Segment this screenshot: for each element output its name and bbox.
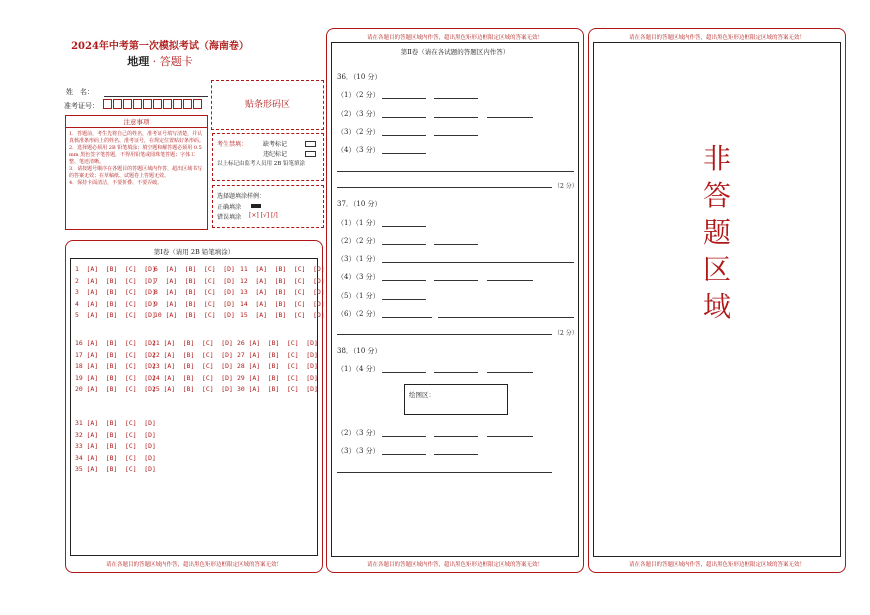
part2-title: 第Ⅱ卷（请在各试题的答题区内作答） [400, 48, 510, 56]
barcode-label: 贴条形码区 [244, 100, 290, 110]
q37-4-c[interactable] [487, 273, 533, 281]
id-label: 准考证号： [64, 102, 99, 110]
correct-sample [251, 204, 261, 208]
warning-mid-top: 请在各题目的答题区域内作答，超出黑色矩形边框限定区域的答案无效！ [366, 35, 543, 41]
correct-label: 正确填涂 [217, 204, 242, 211]
q37-1-a[interactable] [382, 219, 426, 227]
absent-mark[interactable] [305, 141, 316, 147]
card-name: 答题卡 [159, 55, 193, 68]
note-2: 2．选择题必须用 2B 铅笔填涂；填空题和解答题必须用 0.5 mm 黑色签字笔答题，不得用铅笔或圆珠笔答题；字体工整、笔迹清晰。 [69, 145, 202, 165]
q38-2-b[interactable] [434, 429, 478, 437]
q37-2-a[interactable] [382, 237, 426, 245]
q38-1: （1）（4 分） [337, 365, 380, 373]
name-label: 姓 名： [66, 88, 94, 96]
q37-2-b[interactable] [434, 237, 478, 245]
nonanswer-char-3: 题 [702, 216, 731, 249]
violation-label: 违纪标记 [263, 151, 288, 158]
q37-6-a[interactable] [382, 310, 432, 318]
q36-2-b[interactable] [434, 110, 478, 118]
q36-4: （4）（3 分） [337, 146, 380, 154]
drawing-area[interactable] [404, 384, 508, 415]
drawing-label: 绘图区： [409, 391, 435, 399]
q37-tail: （2 分） [554, 330, 578, 337]
part1-title: 第Ⅰ卷（请用 2B 铅笔填涂） [153, 248, 235, 256]
q36-3-a[interactable] [382, 128, 426, 136]
warning-left: 请在各题目的答题区域内作答，超出黑色矩形边框限定区域的答案无效！ [105, 562, 282, 568]
exam-title: 2024年中考第一次模拟考试（海南卷） [71, 41, 249, 52]
nonanswer-char-4: 区 [702, 253, 731, 286]
q37-3-a[interactable] [382, 255, 574, 263]
warning-right-top: 请在各题目的答题区域内作答，超出黑色矩形边框限定区域的答案无效！ [628, 35, 805, 41]
q37-3: （3）（1 分） [337, 255, 380, 263]
q36-1-a[interactable] [382, 91, 426, 99]
q38-1-b[interactable] [434, 365, 478, 373]
subject-dot: · [152, 55, 157, 68]
q38-line[interactable] [337, 465, 552, 473]
wrong-samples: [×] [√] [/] [249, 212, 278, 219]
q38-3: （3）（3 分） [337, 447, 380, 455]
q37-4-a[interactable] [382, 273, 426, 281]
q36-line-1[interactable] [337, 164, 574, 172]
subject-name: 地理 [127, 55, 150, 68]
q37-line[interactable] [337, 327, 552, 335]
q36-line-2[interactable] [337, 180, 552, 188]
q36-label: 36．（10 分） [337, 73, 382, 81]
marks-label: 考生禁填： [217, 141, 248, 148]
violation-mark[interactable] [305, 151, 316, 157]
q37-6: （6）（2 分） [337, 310, 380, 318]
marks-box [212, 133, 324, 181]
notes-box [65, 115, 208, 230]
absent-label: 缺考标记 [263, 141, 288, 148]
note-3: 3．请按题号顺序在各题目的答题区域内作答，超出区域书写的答案无效；在草稿纸、试题卷上答题无效。 [69, 166, 203, 179]
q36-1-b[interactable] [434, 91, 478, 99]
q38-label: 38．（10 分） [337, 347, 382, 355]
mc-6-10[interactable]: 6 [A] [B] [C] [D] 7 [A] [B] [C] [D] 8 [A] [B] [C] [D] 9 [A] [B] [C] [D] 10 [A] [B] [C] [D] [154, 265, 235, 320]
warning-right-bottom: 请在各题目的答题区域内作答，超出黑色矩形边框限定区域的答案无效！ [628, 562, 805, 568]
q36-4-a[interactable] [382, 146, 426, 154]
warning-mid-bottom: 请在各题目的答题区域内作答，超出黑色矩形边框限定区域的答案无效！ [366, 562, 543, 568]
q37-1: （1）（1 分） [337, 219, 380, 227]
q37-2: （2）（2 分） [337, 237, 380, 245]
q37-4-b[interactable] [434, 273, 478, 281]
q37-4: （4）（3 分） [337, 273, 380, 281]
q36-2-a[interactable] [382, 110, 426, 118]
q36-1: （1）（2 分） [337, 91, 380, 99]
q36-2: （2）（3 分） [337, 110, 380, 118]
example-title: 选择题填涂样例： [217, 193, 266, 200]
q36-3: （3）（2 分） [337, 128, 380, 136]
q37-5: （5）（1 分） [337, 292, 380, 300]
q38-2-a[interactable] [382, 429, 426, 437]
wrong-label: 错误填涂 [217, 214, 242, 221]
mc-1-5[interactable]: 1 [A] [B] [C] [D] 2 [A] [B] [C] [D] 3 [A] [B] [C] [D] 4 [A] [B] [C] [D] 5 [A] [B] [C] [D] [75, 265, 156, 320]
q38-3-a[interactable] [382, 447, 426, 455]
mc-11-15[interactable]: 11 [A] [B] [C] [D] 12 [A] [B] [C] [D] 13 [A] [B] [C] [D] 14 [A] [B] [C] [D] 15 [A] [B] [C] [D] [240, 265, 325, 320]
nonanswer-text [593, 140, 841, 325]
nonanswer-char-5: 域 [702, 290, 731, 323]
note-4: 4．保持卡面清洁，不要折叠、不要弄破。 [69, 180, 163, 186]
q38-1-c[interactable] [487, 365, 533, 373]
marks-note: 以上标记由监考人员用 2B 铅笔填涂 [217, 161, 306, 167]
q36-3-b[interactable] [434, 128, 478, 136]
notes-title: 注意事项 [66, 116, 207, 128]
mc-21-25[interactable]: 21 [A] [B] [C] [D] 22 [A] [B] [C] [D] 23 [A] [B] [C] [D] 24 [A] [B] [C] [D] 25 [A] [B] [C] [D] [152, 339, 233, 394]
q38-2-c[interactable] [487, 429, 533, 437]
q38-2: （2）（3 分） [337, 429, 380, 437]
q38-3-b[interactable] [434, 447, 478, 455]
mc-31-35[interactable]: 31 [A] [B] [C] [D] 32 [A] [B] [C] [D] 33 [A] [B] [C] [D] 34 [A] [B] [C] [D] 35 [A] [B] [C] [D] [75, 419, 156, 474]
nonanswer-char-2: 答 [702, 179, 731, 212]
q38-1-a[interactable] [382, 365, 426, 373]
mc-16-20[interactable]: 16 [A] [B] [C] [D] 17 [A] [B] [C] [D] 18 [A] [B] [C] [D] 19 [A] [B] [C] [D] 20 [A] [B] [C] [D] [75, 339, 156, 394]
name-field[interactable] [104, 88, 208, 97]
q37-label: 37．（10 分） [337, 200, 382, 208]
nonanswer-char-1: 非 [702, 142, 731, 175]
note-1: 1．答题前，考生先将自己的姓名，准考证号填写清楚，并认真核准条形码上的姓名、准考证号，在规定位置贴好条形码。 [69, 131, 205, 144]
example-box [212, 185, 324, 228]
q37-6-b[interactable] [438, 310, 574, 318]
subject-line [0, 53, 320, 69]
mc-26-30[interactable]: 26 [A] [B] [C] [D] 27 [A] [B] [C] [D] 28 [A] [B] [C] [D] 29 [A] [B] [C] [D] 30 [A] [B] [C] [D] [237, 339, 318, 394]
barcode-area [211, 80, 324, 130]
q36-2-c[interactable] [487, 110, 533, 118]
q37-5-a[interactable] [382, 292, 426, 300]
q36-tail: （2 分） [554, 183, 578, 190]
id-field[interactable] [103, 99, 203, 109]
